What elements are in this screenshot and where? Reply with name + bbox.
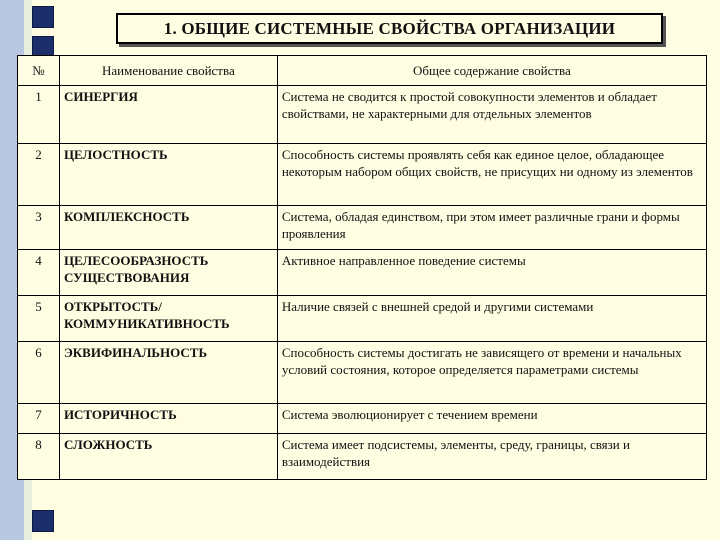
square-bullet-icon (32, 510, 54, 532)
table-header-row (18, 56, 707, 86)
property-name: ОТКРЫТОСТЬ/ КОММУНИКАТИВНОСТЬ (59, 296, 277, 342)
table-row (18, 434, 707, 480)
table-row (18, 404, 707, 434)
row-number: 3 (18, 206, 60, 250)
property-description: Система имеет подсистемы, элементы, среду, границы, связи и взаимодействия (277, 434, 706, 480)
table-row (18, 144, 707, 206)
row-number: 5 (18, 296, 60, 342)
square-bullet-icon (32, 6, 54, 28)
properties-table (17, 55, 707, 480)
property-name: ЭКВИФИНАЛЬНОСТЬ (59, 342, 277, 404)
row-number: 4 (18, 250, 60, 296)
row-number: 6 (18, 342, 60, 404)
header-property-name: Наименование свойства (59, 56, 277, 86)
row-number: 7 (18, 404, 60, 434)
property-name: СИНЕРГИЯ (59, 86, 277, 144)
header-property-content: Общее содержание свойства (277, 56, 706, 86)
property-description: Способность системы достигать не зависящего от времени и начальных условий состояния, которое определяется параметрами системы (277, 342, 706, 404)
table-row (18, 206, 707, 250)
page-title (116, 13, 663, 44)
page-title-text: 1. ОБЩИЕ СИСТЕМНЫЕ СВОЙСТВА ОРГАНИЗАЦИИ (163, 18, 616, 38)
table-row (18, 86, 707, 144)
table-row (18, 342, 707, 404)
property-description: Система, обладая единством, при этом имеет различные грани и формы проявления (277, 206, 706, 250)
property-name: КОМПЛЕКСНОСТЬ (59, 206, 277, 250)
property-name: ИСТОРИЧНОСТЬ (59, 404, 277, 434)
property-description: Наличие связей с внешней средой и другими системами (277, 296, 706, 342)
row-number: 1 (18, 86, 60, 144)
row-number: 8 (18, 434, 60, 480)
property-description: Способность системы проявлять себя как единое целое, обладающее некоторым набором общих свойств, не присущих ни одному из элементов (277, 144, 706, 206)
table-row (18, 250, 707, 296)
property-description: Система эволюционирует с течением времени (277, 404, 706, 434)
table-row (18, 296, 707, 342)
property-name: ЦЕЛЕСООБРАЗНОСТЬ СУЩЕСТВОВАНИЯ (59, 250, 277, 296)
property-description: Система не сводится к простой совокупности элементов и обладает свойствами, не характерными для отдельных элементов (277, 86, 706, 144)
property-description: Активное направленное поведение системы (277, 250, 706, 296)
property-name: СЛОЖНОСТЬ (59, 434, 277, 480)
property-name: ЦЕЛОСТНОСТЬ (59, 144, 277, 206)
row-number: 2 (18, 144, 60, 206)
header-number: № (18, 56, 60, 86)
